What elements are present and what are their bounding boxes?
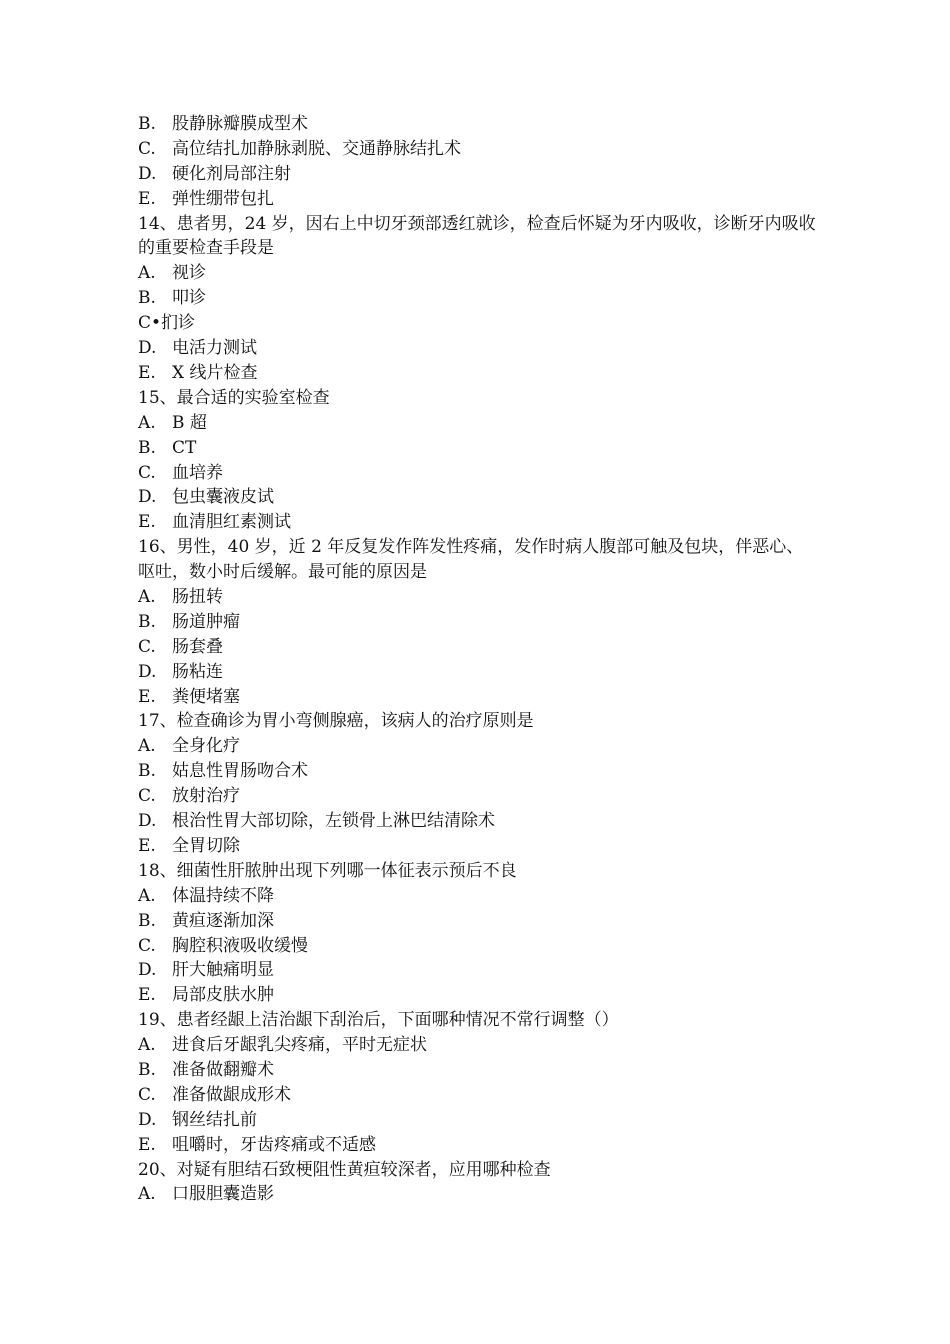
option-letter: C.: [138, 138, 156, 159]
answer-option: [138, 286, 818, 311]
option-text: 肠粘连: [172, 661, 223, 682]
option-text: 血清胆红素测试: [172, 512, 291, 533]
option-letter: E.: [138, 362, 156, 383]
option-text: 叩诊: [172, 288, 206, 309]
option-letter: A.: [138, 1184, 156, 1205]
answer-option: [138, 958, 818, 983]
answer-option: [138, 585, 818, 610]
answer-option: [138, 336, 818, 361]
option-letter: D.: [138, 1109, 157, 1130]
answer-option: [138, 635, 818, 660]
option-text: 局部皮肤水肿: [172, 985, 274, 1006]
answer-option: [138, 361, 818, 386]
option-letter: B.: [138, 611, 156, 632]
option-text: 肠扭转: [172, 587, 223, 607]
question-text: 15、最合适的实验室检查: [138, 387, 330, 408]
question-text: 16、男性，40 岁，近 2 年反复发作阵发性疼痛，发作时病人腹部可触及包块，伴恶心、呕吐，数小时后缓解。最可能的原因是: [138, 537, 804, 583]
option-letter: E.: [138, 835, 156, 856]
option-letter: C.: [138, 462, 156, 483]
option-letter: B.: [138, 761, 156, 782]
answer-option: [138, 1182, 818, 1207]
answer-option: [138, 1033, 818, 1058]
option-letter: A.: [138, 412, 156, 433]
answer-option: [138, 261, 818, 286]
option-letter: D.: [138, 338, 157, 359]
answer-option: [138, 983, 818, 1008]
option-text: 硬化剂局部注射: [172, 163, 291, 184]
option-text: X 线片检查: [172, 362, 258, 383]
option-letter: D.: [138, 960, 157, 981]
question-text: 14、患者男，24 岁，因右上中切牙颈部透红就诊，检查后怀疑为牙内吸收，诊断牙内吸收的重要检查手段是: [138, 213, 816, 259]
option-text: 高位结扎加静脉剥脱、交通静脉结扎术: [172, 138, 461, 159]
option-text: 姑息性胃肠吻合术: [172, 761, 308, 782]
option-letter: D.: [138, 487, 157, 508]
option-letter: E.: [138, 985, 156, 1006]
exam-text-body: [138, 112, 818, 1207]
answer-option: [138, 461, 818, 486]
question-text: 17、检查确诊为胃小弯侧腺癌，该病人的治疗原则是: [138, 711, 534, 732]
answer-option: [138, 610, 818, 635]
option-text: 电活力测试: [172, 338, 257, 359]
answer-option: [138, 1058, 818, 1083]
option-text: 肠道肿瘤: [172, 611, 240, 632]
answer-option: [138, 411, 818, 436]
question-text: 19、患者经龈上洁治龈下刮治后，下面哪种情况不常行调整（）: [138, 1010, 619, 1031]
option-letter: D.: [138, 661, 157, 682]
option-letter: E.: [138, 1134, 156, 1155]
option-letter: B.: [138, 114, 156, 134]
answer-option: [138, 510, 818, 535]
option-letter: E.: [138, 512, 156, 533]
option-letter: A.: [138, 1035, 156, 1056]
answer-option: [138, 934, 818, 959]
answer-option: [138, 162, 818, 187]
option-text: 放射治疗: [172, 786, 240, 807]
option-letter: C.: [138, 1084, 156, 1105]
option-text: 粪便堵塞: [172, 686, 240, 707]
option-text: 股静脉瓣膜成型术: [172, 114, 308, 134]
option-letter: B.: [138, 910, 156, 931]
answer-option: [138, 112, 818, 137]
answer-option: [138, 809, 818, 834]
answer-option: [138, 884, 818, 909]
option-letter: C.: [138, 636, 156, 657]
question-text: 20、对疑有胆结石致梗阻性黄疸较深者，应用哪种检查: [138, 1159, 551, 1180]
option-text: 弹性绷带包扎: [172, 188, 274, 209]
answer-option: [138, 784, 818, 809]
option-letter: E.: [138, 686, 156, 707]
answer-option-plain: C•扪诊: [138, 313, 196, 334]
option-text: 口服胆囊造影: [172, 1184, 274, 1205]
option-letter: D.: [138, 163, 157, 184]
option-text: 肝大触痛明显: [172, 960, 274, 981]
option-text: 进食后牙龈乳尖疼痛，平时无症状: [172, 1035, 427, 1056]
option-letter: B.: [138, 1059, 156, 1080]
option-letter: B.: [138, 288, 156, 309]
answer-option: [138, 485, 818, 510]
question-text: 18、细菌性肝脓肿出现下列哪一体征表示预后不良: [138, 860, 517, 881]
option-text: 血培养: [172, 462, 223, 483]
answer-option: [138, 834, 818, 859]
option-letter: A.: [138, 587, 156, 607]
option-text: 胸腔积液吸收缓慢: [172, 935, 308, 956]
answer-option: [138, 436, 818, 461]
answer-option: [138, 660, 818, 685]
answer-option: [138, 137, 818, 162]
answer-option: [138, 734, 818, 759]
answer-option: [138, 685, 818, 710]
option-letter: D.: [138, 811, 157, 832]
option-text: 全胃切除: [172, 835, 240, 856]
option-text: 准备做龈成形术: [172, 1084, 291, 1105]
option-text: 根治性胃大部切除，左锁骨上淋巴结清除术: [172, 811, 495, 832]
option-letter: A.: [138, 263, 156, 284]
option-letter: B.: [138, 437, 156, 458]
option-text: 视诊: [172, 263, 206, 284]
answer-option: [138, 1133, 818, 1158]
answer-option: [138, 759, 818, 784]
option-text: 黄疸逐渐加深: [172, 910, 274, 931]
answer-option: [138, 1108, 818, 1133]
answer-option: [138, 187, 818, 212]
option-letter: A.: [138, 736, 156, 757]
option-text: 咀嚼时，牙齿疼痛或不适感: [172, 1134, 376, 1155]
option-text: 体温持续不降: [172, 885, 274, 906]
option-text: 准备做翻瓣术: [172, 1059, 274, 1080]
option-text: 钢丝结扎前: [172, 1109, 257, 1130]
option-text: 全身化疗: [172, 736, 240, 757]
answer-option: [138, 909, 818, 934]
option-text: B 超: [172, 412, 207, 433]
answer-option: [138, 1083, 818, 1108]
option-text: 包虫囊液皮试: [172, 487, 274, 508]
option-text: CT: [172, 437, 197, 458]
option-letter: C.: [138, 935, 156, 956]
option-letter: C.: [138, 786, 156, 807]
option-letter: E.: [138, 188, 156, 209]
option-text: 肠套叠: [172, 636, 223, 657]
option-letter: A.: [138, 885, 156, 906]
